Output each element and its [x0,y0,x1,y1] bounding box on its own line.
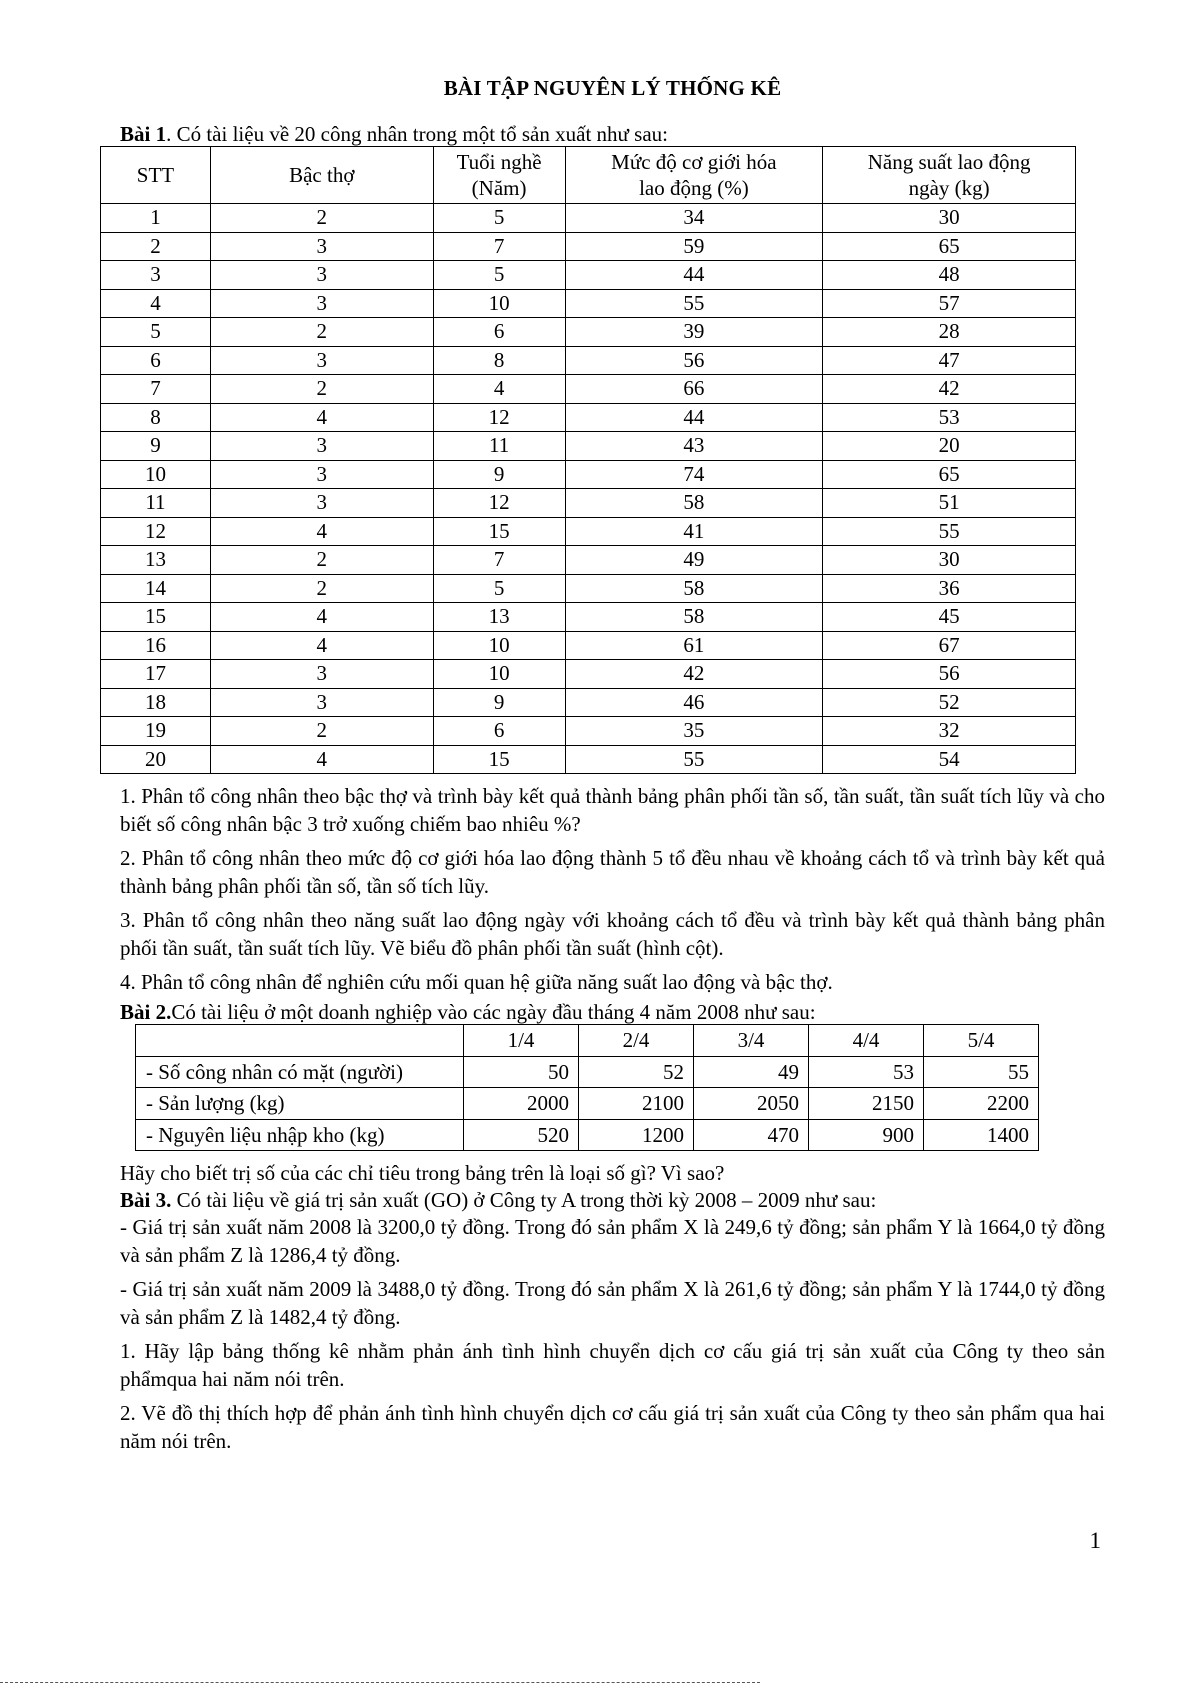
worker-table [100,146,1076,774]
table-row [101,517,1076,546]
table-cell: 470 [694,1119,809,1151]
table-cell: 45 [823,603,1076,632]
table-cell: 4 [210,403,433,432]
table-cell: 46 [565,688,823,717]
table-cell: 49 [565,546,823,575]
table-cell: 900 [809,1119,924,1151]
table-cell: 17 [101,660,211,689]
table-cell: 28 [823,318,1076,347]
table-cell: 65 [823,460,1076,489]
bai1-label: Bài 1 [120,122,167,146]
table-cell: 56 [823,660,1076,689]
bai1-questions [120,782,1105,996]
table-cell: 3 [101,261,211,290]
table-cell: 4 [210,745,433,774]
table-row [101,432,1076,461]
table-cell: 9 [433,460,565,489]
question-item: 2. Phân tổ công nhân theo mức độ cơ giới hóa lao động thành 5 tổ đều nhau về khoảng cách tổ và trình bày kết quả thành bảng phân phối tần số, tần số tích lũy. [120,846,1105,898]
table-cell: 2000 [464,1088,579,1120]
table-cell: 3 [210,346,433,375]
table-cell: 36 [823,574,1076,603]
table-cell: 43 [565,432,823,461]
table-cell: 3 [210,432,433,461]
table-cell: 50 [464,1056,579,1088]
table-cell: 8 [101,403,211,432]
date-header-cell: 5/4 [924,1025,1039,1057]
table-row [136,1088,1039,1120]
table-cell: 2 [210,546,433,575]
table-cell: 58 [565,603,823,632]
header-co-gioi-hoa-line2: lao động (%) [639,176,749,200]
table-cell: 35 [565,717,823,746]
table-cell: 9 [101,432,211,461]
table-cell: 12 [433,489,565,518]
table-cell: 2 [210,204,433,233]
table-cell: 4 [210,517,433,546]
question-item: 3. Phân tổ công nhân theo năng suất lao động ngày với khoảng cách tổ đều và trình bày kết quả thành bảng phân phối tần suất, tần suất tích lũy. Vẽ biểu đồ phân phối tần suất (hình cột). [120,908,1105,960]
table-cell: 55 [924,1056,1039,1088]
row-label: - Nguyên liệu nhập kho (kg) [136,1119,464,1151]
table-cell: 53 [823,403,1076,432]
table-cell: 2 [210,375,433,404]
bai3-intro: Có tài liệu về giá trị sản xuất (GO) ở Công ty A trong thời kỳ 2008 – 2009 như sau: [171,1188,877,1212]
table-cell: 30 [823,546,1076,575]
question-item: 1. Phân tổ công nhân theo bậc thợ và trình bày kết quả thành bảng phân phối tần số, tần suất, tần suất tích lũy và cho biết số công nhân bậc 3 trở xuống chiếm bao nhiêu %? [120,784,1105,836]
bai3-item: 2. Vẽ đồ thị thích hợp để phản ánh tình hình chuyển dịch cơ cấu giá trị sản xuất của Công ty theo sản phẩm qua hai năm nói trên. [120,1401,1105,1453]
header-nang-suat-line1: Năng suất lao động [867,150,1031,174]
table-cell: 66 [565,375,823,404]
table-cell: 2050 [694,1088,809,1120]
table-cell: 13 [433,603,565,632]
date-header-cell: 3/4 [694,1025,809,1057]
table-cell: 39 [565,318,823,347]
row-label: - Số công nhân có mặt (người) [136,1056,464,1088]
table-row [101,546,1076,575]
table-row [101,318,1076,347]
footer-divider [0,1682,760,1683]
bai1-heading [120,122,1105,146]
table-row [101,289,1076,318]
bai3-item: - Giá trị sản xuất năm 2009 là 3488,0 tỷ đồng. Trong đó sản phẩm X là 261,6 tỷ đồng; sản phẩm Y là 1744,0 tỷ đồng và sản phẩm Z là 1482,4 tỷ đồng. [120,1277,1105,1329]
bai2-question: Hãy cho biết trị số của các chỉ tiêu trong bảng trên là loại số gì? Vì sao? [120,1161,725,1185]
table-cell: 55 [565,745,823,774]
table-cell: 42 [823,375,1076,404]
table-cell: 3 [210,289,433,318]
table-cell: 9 [433,688,565,717]
table-cell: 19 [101,717,211,746]
table-cell: 5 [433,261,565,290]
table-cell: 6 [433,717,565,746]
table-cell: 5 [433,204,565,233]
table-cell: 3 [210,261,433,290]
table-cell: 2 [210,318,433,347]
table-cell: 74 [565,460,823,489]
table-cell: 55 [565,289,823,318]
table-cell: 41 [565,517,823,546]
table-cell: 6 [101,346,211,375]
table-cell: 15 [433,517,565,546]
table-cell: 10 [433,631,565,660]
table-cell: 34 [565,204,823,233]
header-tuoi-nghe [433,147,565,204]
table-cell: 2200 [924,1088,1039,1120]
header-blank-cell [136,1025,464,1057]
table-cell: 44 [565,403,823,432]
worker-table-header [101,147,1076,204]
table-row [101,489,1076,518]
table-cell: 12 [101,517,211,546]
bai3-item: - Giá trị sản xuất năm 2008 là 3200,0 tỷ đồng. Trong đó sản phẩm X là 249,6 tỷ đồng; sản phẩm Y là 1664,0 tỷ đồng và sản phẩm Z là 1286,4 tỷ đồng. [120,1215,1105,1267]
table-row [101,232,1076,261]
table-cell: 13 [101,546,211,575]
table-row [101,261,1076,290]
table-cell: 8 [433,346,565,375]
table-cell: 3 [210,688,433,717]
table-cell: 7 [433,546,565,575]
table-row [101,745,1076,774]
header-co-gioi-hoa-line1: Mức độ cơ giới hóa [611,150,777,174]
table-cell: 14 [101,574,211,603]
bai2-heading [120,1000,1105,1024]
table-cell: 16 [101,631,211,660]
header-nang-suat [823,147,1076,204]
table-cell: 3 [210,460,433,489]
table-cell: 7 [433,232,565,261]
table-row [101,631,1076,660]
date-header-cell: 1/4 [464,1025,579,1057]
table-row [136,1056,1039,1088]
table-cell: 10 [101,460,211,489]
table-cell: 1200 [579,1119,694,1151]
daily-table [135,1024,1039,1151]
table-cell: 11 [433,432,565,461]
table-row [101,717,1076,746]
header-tuoi-nghe-line2: (Năm) [471,176,527,200]
date-header-cell: 4/4 [809,1025,924,1057]
table-cell: 49 [694,1056,809,1088]
table-cell: 58 [565,489,823,518]
table-cell: 61 [565,631,823,660]
bai3-item: 1. Hãy lập bảng thống kê nhằm phản ánh tình hình chuyển dịch cơ cấu giá trị sản xuất của Công ty theo sản phẩmqua hai năm nói trên. [120,1339,1105,1391]
daily-table-header [136,1025,1039,1057]
table-cell: 1400 [924,1119,1039,1151]
table-cell: 4 [101,289,211,318]
page-number: 1 [1089,1528,1101,1553]
header-bac-tho: Bậc thợ [210,147,433,204]
bai2-label: Bài 2. [120,1000,172,1024]
worker-table-body [101,204,1076,774]
table-cell: 3 [210,232,433,261]
bai2-intro: Có tài liệu ở một doanh nghiệp vào các ngày đầu tháng 4 năm 2008 như sau: [171,1000,816,1024]
header-nang-suat-line2: ngày (kg) [908,176,990,200]
table-cell: 4 [210,603,433,632]
row-label: - Sản lượng (kg) [136,1088,464,1120]
bai3-label: Bài 3. [120,1188,172,1212]
table-cell: 15 [101,603,211,632]
header-tuoi-nghe-line1: Tuổi nghề [456,150,542,174]
table-cell: 67 [823,631,1076,660]
table-row [101,603,1076,632]
table-cell: 5 [433,574,565,603]
table-cell: 11 [101,489,211,518]
table-row [101,688,1076,717]
table-row [101,204,1076,233]
table-cell: 55 [823,517,1076,546]
table-cell: 20 [101,745,211,774]
table-cell: 44 [565,261,823,290]
table-cell: 2 [210,717,433,746]
table-cell: 47 [823,346,1076,375]
table-cell: 65 [823,232,1076,261]
table-cell: 53 [809,1056,924,1088]
table-cell: 2 [101,232,211,261]
table-cell: 6 [433,318,565,347]
table-row [101,660,1076,689]
header-co-gioi-hoa [565,147,823,204]
bai3-heading [120,1187,1105,1213]
table-cell: 48 [823,261,1076,290]
table-cell: 2100 [579,1088,694,1120]
header-stt: STT [101,147,211,204]
table-cell: 7 [101,375,211,404]
table-cell: 59 [565,232,823,261]
table-cell: 15 [433,745,565,774]
table-cell: 51 [823,489,1076,518]
document-page [120,70,1105,1455]
table-cell: 56 [565,346,823,375]
table-cell: 42 [565,660,823,689]
table-row [101,403,1076,432]
table-cell: 1 [101,204,211,233]
document-title: BÀI TẬP NGUYÊN LÝ THỐNG KÊ [443,76,782,100]
table-cell: 4 [210,631,433,660]
table-cell: 18 [101,688,211,717]
table-row [136,1119,1039,1151]
table-cell: 520 [464,1119,579,1151]
table-cell: 12 [433,403,565,432]
table-cell: 58 [565,574,823,603]
table-row [101,375,1076,404]
table-cell: 30 [823,204,1076,233]
table-cell: 2150 [809,1088,924,1120]
table-cell: 5 [101,318,211,347]
table-cell: 10 [433,289,565,318]
question-item: 4. Phân tổ công nhân để nghiên cứu mối quan hệ giữa năng suất lao động và bậc thợ. [120,970,833,994]
bai3-items [120,1213,1105,1455]
table-cell: 32 [823,717,1076,746]
daily-table-body [136,1025,1039,1151]
table-cell: 10 [433,660,565,689]
table-cell: 57 [823,289,1076,318]
table-row [101,460,1076,489]
table-cell: 20 [823,432,1076,461]
table-cell: 3 [210,489,433,518]
table-cell: 3 [210,660,433,689]
table-cell: 54 [823,745,1076,774]
table-cell: 2 [210,574,433,603]
table-cell: 4 [433,375,565,404]
bai1-intro: . Có tài liệu về 20 công nhân trong một tổ sản xuất như sau: [166,122,668,146]
table-row [101,574,1076,603]
date-header-cell: 2/4 [579,1025,694,1057]
table-cell: 52 [823,688,1076,717]
table-row [101,346,1076,375]
table-cell: 52 [579,1056,694,1088]
